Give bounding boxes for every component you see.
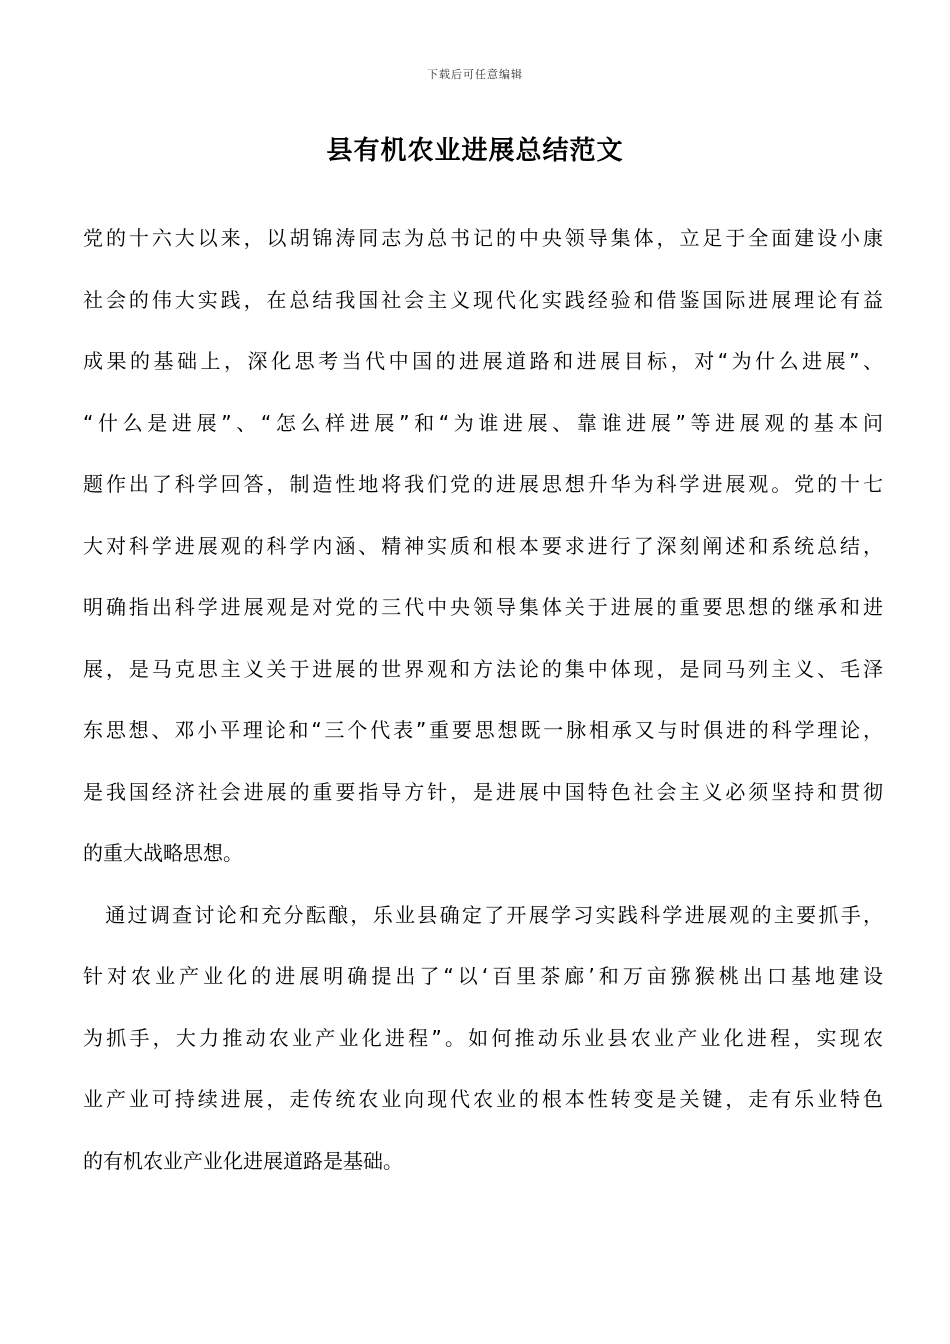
text-line: “什么是进展”、“怎么样进展”和“为谁进展、靠谁进展”等进展观的基本问	[83, 410, 883, 435]
text-line: 展，是马克思主义关于进展的世界观和方法论的集中体现，是同马列主义、毛泽	[83, 656, 883, 681]
text-line: 大对科学进展观的科学内涵、精神实质和根本要求进行了深刻阐述和系统总结，	[83, 533, 883, 558]
document-title: 县有机农业进展总结范文	[326, 136, 624, 166]
text-line: 成果的基础上，深化思考当代中国的进展道路和进展目标，对“为什么进展”、	[83, 349, 883, 373]
text-line: 的重大战略思想。	[83, 841, 243, 865]
text-line: 的有机农业产业化进展道路是基础。	[83, 1148, 403, 1173]
text-line: 题作出了科学回答，制造性地将我们党的进展思想升华为科学进展观。党的十七	[83, 472, 883, 496]
text-line: 明确指出科学进展观是对党的三代中央领导集体关于进展的重要思想的继承和进	[83, 595, 883, 619]
text-line: 是我国经济社会进展的重要指导方针，是进展中国特色社会主义必须坚持和贯彻	[83, 779, 883, 804]
text-line: 东思想、邓小平理论和“三个代表”重要思想既一脉相承又与时俱进的科学理论，	[83, 718, 883, 742]
text-line: 针对农业产业化的进展明确提出了“以‘百里茶廊’和万亩猕猴桃出口基地建设	[83, 964, 883, 988]
text-line: 为抓手，大力推动农业产业化进程”。如何推动乐业县农业产业化进程，实现农	[83, 1025, 883, 1050]
text-line: 党的十六大以来，以胡锦涛同志为总书记的中央领导集体，立足于全面建设小康	[83, 226, 883, 250]
text-line: 业产业可持续进展，走传统农业向现代农业的根本性转变是关键，走有乐业特色	[83, 1087, 883, 1111]
text-line: 社会的伟大实践，在总结我国社会主义现代化实践经验和借鉴国际进展理论有益	[83, 287, 883, 312]
document-body	[83, 218, 883, 1202]
text-line: 通过调查讨论和充分酝酿，乐业县确定了开展学习实践科学进展观的主要抓手，	[83, 902, 883, 927]
header-note: 下载后可任意编辑	[427, 68, 523, 81]
